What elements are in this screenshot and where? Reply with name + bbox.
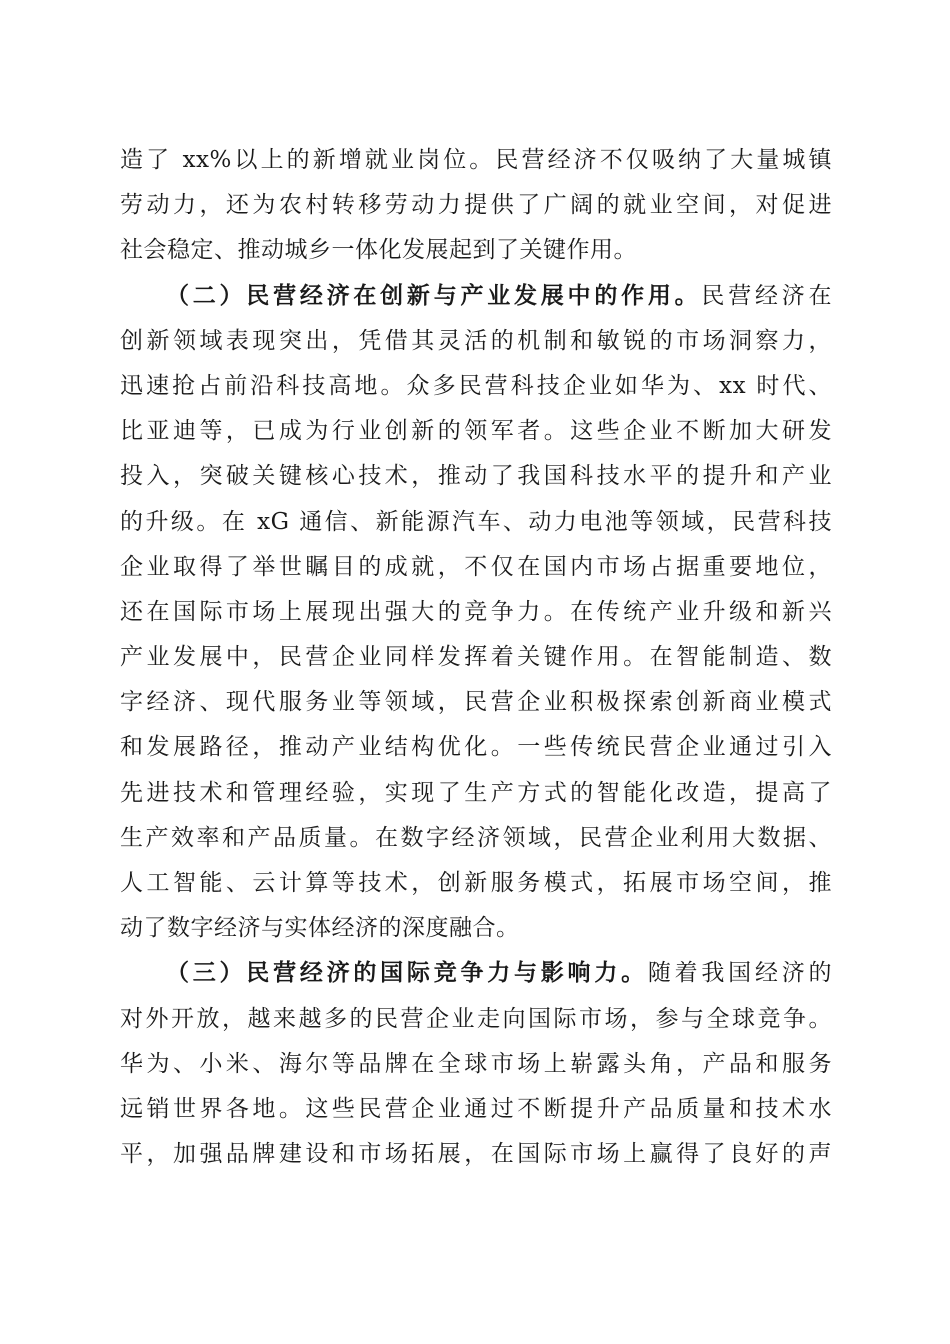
text-line: 对外开放，越来越多的民营企业走向国际市场，参与全球竞争。: [120, 1005, 832, 1032]
text-line: 远销世界各地。这些民营企业通过不断提升产品质量和技术水: [120, 1095, 832, 1122]
text-line: 生产效率和产品质量。在数字经济领域，民营企业利用大数据、: [120, 824, 832, 851]
section-heading-2: （二）民营经济在创新与产业发展中的作用。: [166, 282, 702, 309]
heading-line-rest: 民营经济在: [701, 282, 833, 309]
section-heading-3: （三）民营经济的国际竞争力与影响力。: [166, 960, 648, 987]
text-line: 造了 xx%以上的新增就业岗位。民营经济不仅吸纳了大量城镇: [120, 147, 832, 173]
text-line: 还在国际市场上展现出强大的竞争力。在传统产业升级和新兴: [120, 598, 832, 625]
body-text: [120, 138, 832, 1177]
text-line: 和发展路径，推动产业结构优化。一些传统民营企业通过引入: [120, 734, 832, 761]
text-line: 社会稳定、推动城乡一体化发展起到了关键作用。: [120, 237, 637, 264]
text-line: 企业取得了举世瞩目的成就，不仅在国内市场占据重要地位，: [120, 553, 832, 580]
text-line: 的升级。在 xG 通信、新能源汽车、动力电池等领域，民营科技: [120, 508, 832, 535]
text-line: 平，加强品牌建设和市场拓展，在国际市场上赢得了良好的声: [120, 1141, 832, 1168]
text-line: 先进技术和管理经验，实现了生产方式的智能化改造，提高了: [120, 779, 832, 806]
text-line: 投入，突破关键核心技术，推动了我国科技水平的提升和产业: [120, 463, 832, 490]
text-line: 产业发展中，民营企业同样发挥着关键作用。在智能制造、数: [120, 644, 832, 671]
text-line: 劳动力，还为农村转移劳动力提供了广阔的就业空间，对促进: [120, 192, 832, 219]
heading-line-rest: 随着我国经济的: [647, 960, 833, 987]
text-line: 创新领域表现突出，凭借其灵活的机制和敏锐的市场洞察力，: [120, 327, 832, 354]
text-line: 华为、小米、海尔等品牌在全球市场上崭露头角，产品和服务: [120, 1050, 832, 1077]
text-line: 动了数字经济与实体经济的深度融合。: [120, 915, 520, 942]
text-line: 迅速抢占前沿科技高地。众多民营科技企业如华为、xx 时代、: [120, 372, 832, 399]
text-line: 人工智能、云计算等技术，创新服务模式，拓展市场空间，推: [120, 870, 832, 896]
section-heading-line: [120, 951, 832, 996]
text-line: 字经济、现代服务业等领域，民营企业积极探索创新商业模式: [120, 689, 832, 716]
text-line: 比亚迪等，已成为行业创新的领军者。这些企业不断加大研发: [120, 418, 832, 445]
section-heading-line: [120, 274, 832, 319]
